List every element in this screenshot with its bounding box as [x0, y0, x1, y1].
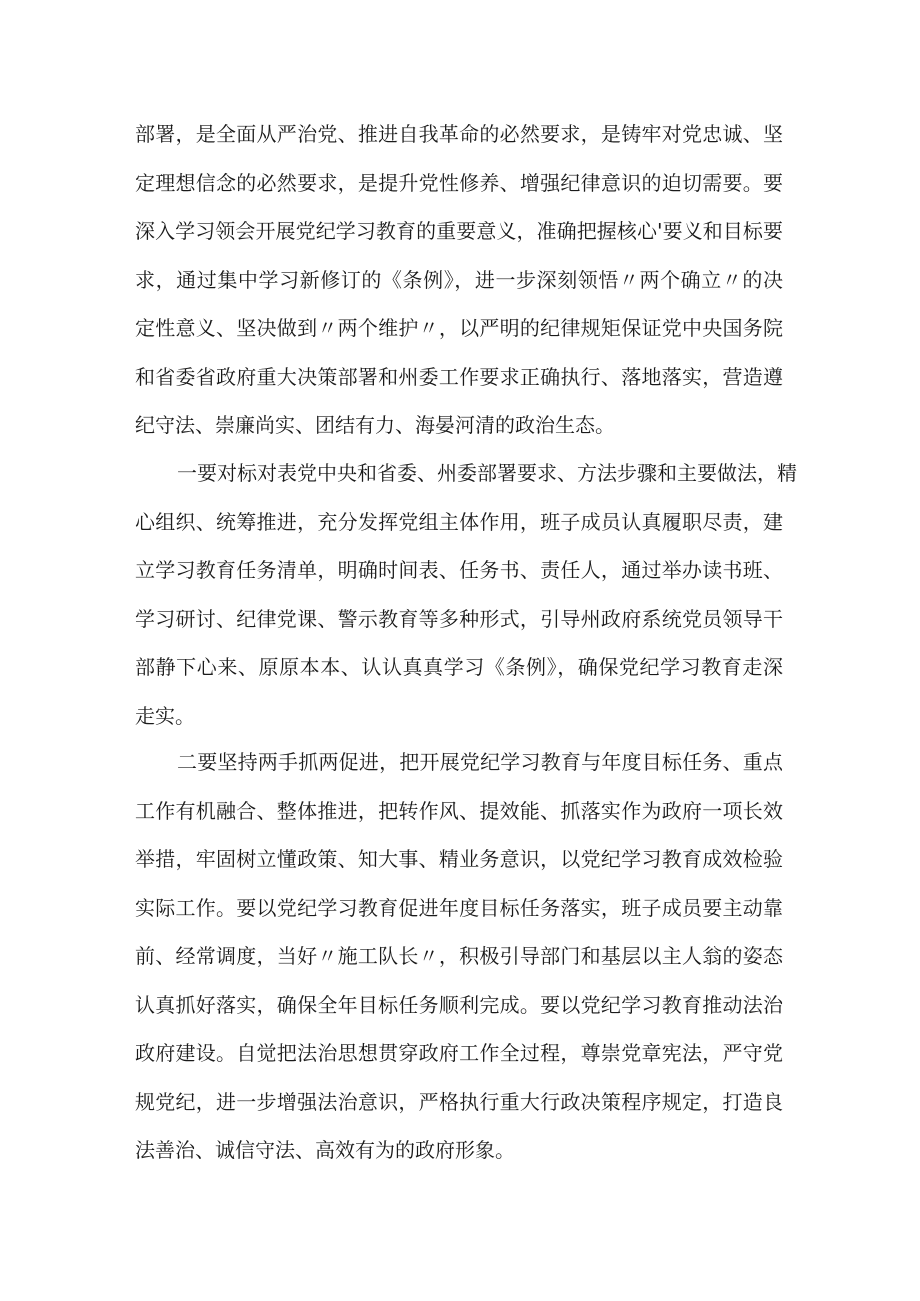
paragraph-3	[135, 738, 783, 1175]
paragraph-line: 一要对标对表党中央和省委、州委部署要求、方法步骤和主要做法，精	[177, 461, 797, 485]
paragraph-line: 认真抓好落实，确保全年目标任务顺利完成。要以党纪学习教育推动法治	[135, 992, 783, 1017]
paragraph-line: 部署，是全面从严治党、推进自我革命的必然要求，是铸牢对党忠诚、坚	[135, 122, 783, 146]
paragraph-line: 举措，牢固树立懂政策、知大事、精业务意识，以党纪学习教育成效检验	[135, 847, 783, 871]
paragraph-line: 和省委省政府重大决策部署和州委工作要求正确执行、落地落实，营造遵	[135, 364, 783, 389]
paragraph-line: 二要坚持两手抓两促进，把开展党纪学习教育与年度目标任务、重点	[177, 750, 783, 774]
paragraph-line: 工作有机融合、整体推进，把转作风、提效能、抓落实作为政府一项长效	[135, 798, 783, 823]
paragraph-line: 学习研讨、纪律党课、警示教育等多种形式，引导州政府系统党员领导干	[135, 606, 783, 631]
paragraph-2	[135, 449, 797, 740]
paragraph-line: 前、经常调度，当好〃施工队长〃，积极引导部门和基层以主人翁的姿态	[135, 944, 783, 968]
paragraph-line: 纪守法、崇廉尚实、团结有力、海晏河清的政治生态。	[135, 413, 615, 437]
paragraph-line: 政府建设。自觉把法治思想贯穿政府工作全过程，尊崇党章宪法，严守党	[135, 1041, 783, 1065]
paragraph-line: 法善治、诚信守法、高效有为的政府形象。	[135, 1138, 515, 1162]
paragraph-line: 深入学习领会开展党纪学习教育的重要意义，准确把握核心'要义和目标要	[135, 219, 783, 243]
paragraph-line: 定性意义、坚决做到〃两个维护〃，以严明的纪律规矩保证党中央国务院	[135, 316, 783, 340]
paragraph-line: 立学习教育任务清单，明确时间表、任务书、责任人，通过举办读书班、	[135, 558, 783, 582]
paragraph-line: 求，通过集中学习新修订的《条例》，进一步深刻领悟〃两个确立〃的决	[135, 267, 783, 292]
paragraph-line: 心组织、统筹推进，充分发挥党组主体作用，班子成员认真履职尽责，建	[135, 509, 783, 534]
paragraph-line: 实际工作。要以党纪学习教育促进年度目标任务落实，班子成员要主动靠	[135, 895, 783, 920]
paragraph-line: 定理想信念的必然要求，是提升党性修养、增强纪律意识的迫切需要。要	[135, 170, 783, 195]
paragraph-line: 部静下心来、原原本本、认认真真学习《条例》，确保党纪学习教育走深	[135, 655, 783, 679]
paragraph-1	[135, 110, 783, 450]
paragraph-line: 规党纪，进一步增强法治意识，严格执行重大行政决策程序规定，打造良	[135, 1089, 783, 1114]
paragraph-line: 走实。	[135, 703, 195, 728]
